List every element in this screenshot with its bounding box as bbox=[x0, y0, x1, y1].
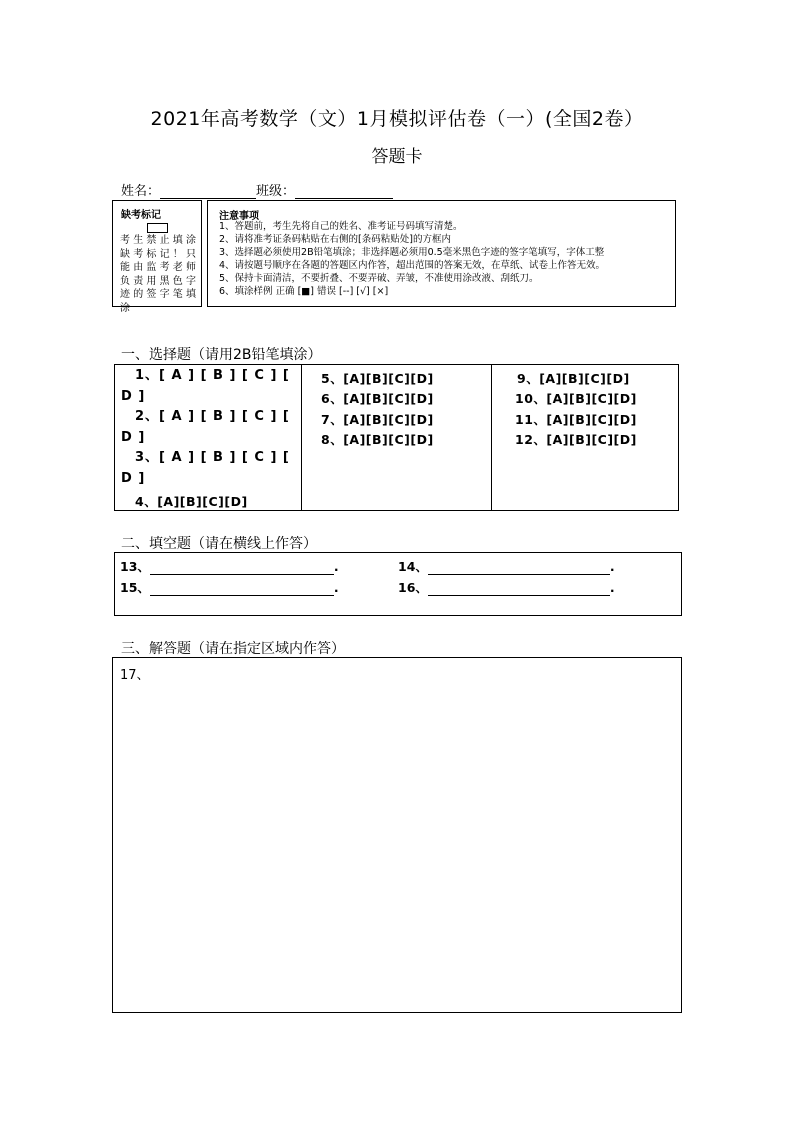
mc-column-3 bbox=[492, 365, 678, 510]
mc-question-10[interactable]: 10、[A][B][C][D] bbox=[515, 391, 637, 406]
blank-14-period: . bbox=[609, 559, 615, 574]
name-field[interactable] bbox=[160, 184, 256, 199]
section1-heading: 一、选择题（请用2B铅笔填涂） bbox=[121, 347, 322, 363]
mc-question-9[interactable]: 9、[A][B][C][D] bbox=[517, 371, 630, 386]
multiple-choice-box bbox=[114, 364, 679, 511]
instruction-item: 6、填涂样例 正确 [■] 错误 [--] [√] [×] bbox=[219, 286, 389, 297]
mc-question-8[interactable]: 8、[A][B][C][D] bbox=[321, 432, 434, 447]
mc-question-2[interactable]: 2、[ A ] [ B ] [ C ] [ D ] bbox=[121, 409, 290, 445]
mc-question-3[interactable]: 3、[ A ] [ B ] [ C ] [ D ] bbox=[121, 450, 290, 486]
answer-area-box[interactable] bbox=[112, 657, 682, 1013]
blank-question-15 bbox=[120, 578, 339, 596]
blank-16-period: . bbox=[609, 580, 615, 595]
instructions-box bbox=[207, 200, 676, 307]
class-field[interactable] bbox=[295, 184, 393, 199]
instruction-item: 2、请将准考证条码粘贴在右侧的[条码粘贴处]的方框内 bbox=[219, 234, 451, 245]
instruction-item: 3、选择题必须使用2B铅笔填涂；非选择题必须用0.5毫米黑色字迹的签字笔填写，字体工整 bbox=[219, 247, 605, 258]
mc-column-2 bbox=[301, 365, 492, 510]
absence-mark-heading: 缺考标记 bbox=[121, 210, 161, 221]
instruction-item: 1、答题前，考生先将自己的姓名、准考证号码填写清楚。 bbox=[219, 221, 463, 232]
mc-column-1 bbox=[115, 365, 302, 510]
mc-question-12[interactable]: 12、[A][B][C][D] bbox=[515, 432, 637, 447]
blank-14-label: 14、 bbox=[398, 559, 428, 574]
student-info-row bbox=[121, 180, 393, 199]
section2-heading: 二、填空题（请在横线上作答） bbox=[121, 536, 317, 552]
class-label: 班级： bbox=[256, 184, 296, 199]
question-17-label: 17、 bbox=[120, 668, 150, 683]
mc-question-4[interactable]: 4、[A][B][C][D] bbox=[135, 494, 248, 509]
blank-13-period: . bbox=[333, 559, 339, 574]
page-subtitle: 答题卡 bbox=[371, 147, 423, 167]
page-title: 2021年高考数学（文）1月模拟评估卷（一）(全国2卷） bbox=[150, 108, 644, 130]
blank-question-16 bbox=[398, 578, 615, 596]
section3-heading: 三、解答题（请在指定区域内作答） bbox=[121, 641, 345, 657]
mc-question-11[interactable]: 11、[A][B][C][D] bbox=[515, 412, 637, 427]
mc-question-6[interactable]: 6、[A][B][C][D] bbox=[321, 391, 434, 406]
blank-question-14 bbox=[398, 557, 615, 575]
mc-question-5[interactable]: 5、[A][B][C][D] bbox=[321, 371, 434, 386]
blank-15-period: . bbox=[333, 580, 339, 595]
mc-question-7[interactable]: 7、[A][B][C][D] bbox=[321, 412, 434, 427]
blank-question-13 bbox=[120, 557, 339, 575]
blank-13-label: 13、 bbox=[120, 559, 150, 574]
blank-13-answer-line[interactable] bbox=[150, 561, 334, 575]
blank-16-label: 16、 bbox=[398, 580, 428, 595]
fill-blank-box bbox=[114, 552, 682, 616]
absence-mark-box bbox=[112, 200, 202, 314]
blank-15-answer-line[interactable] bbox=[150, 582, 334, 596]
blank-16-answer-line[interactable] bbox=[428, 582, 610, 596]
blank-15-label: 15、 bbox=[120, 580, 150, 595]
mc-question-1[interactable]: 1、[ A ] [ B ] [ C ] [ D ] bbox=[121, 368, 290, 404]
absence-mark-checkbox[interactable] bbox=[147, 223, 168, 233]
name-label: 姓名： bbox=[121, 184, 161, 199]
instruction-item: 5、保持卡面清洁，不要折叠、不要弄破、弄皱，不准使用涂改液、刮纸刀。 bbox=[219, 273, 539, 284]
instructions-heading: 注意事项 bbox=[219, 211, 259, 222]
absence-mark-text: 考生禁止填涂缺考标记！只能由监考老师负责用黑色字迹的签字笔填涂 bbox=[120, 235, 198, 314]
instruction-item: 4、请按题号顺序在各题的答题区内作答，超出范围的答案无效，在草纸、试卷上作答无效。 bbox=[219, 260, 606, 271]
blank-14-answer-line[interactable] bbox=[428, 561, 610, 575]
